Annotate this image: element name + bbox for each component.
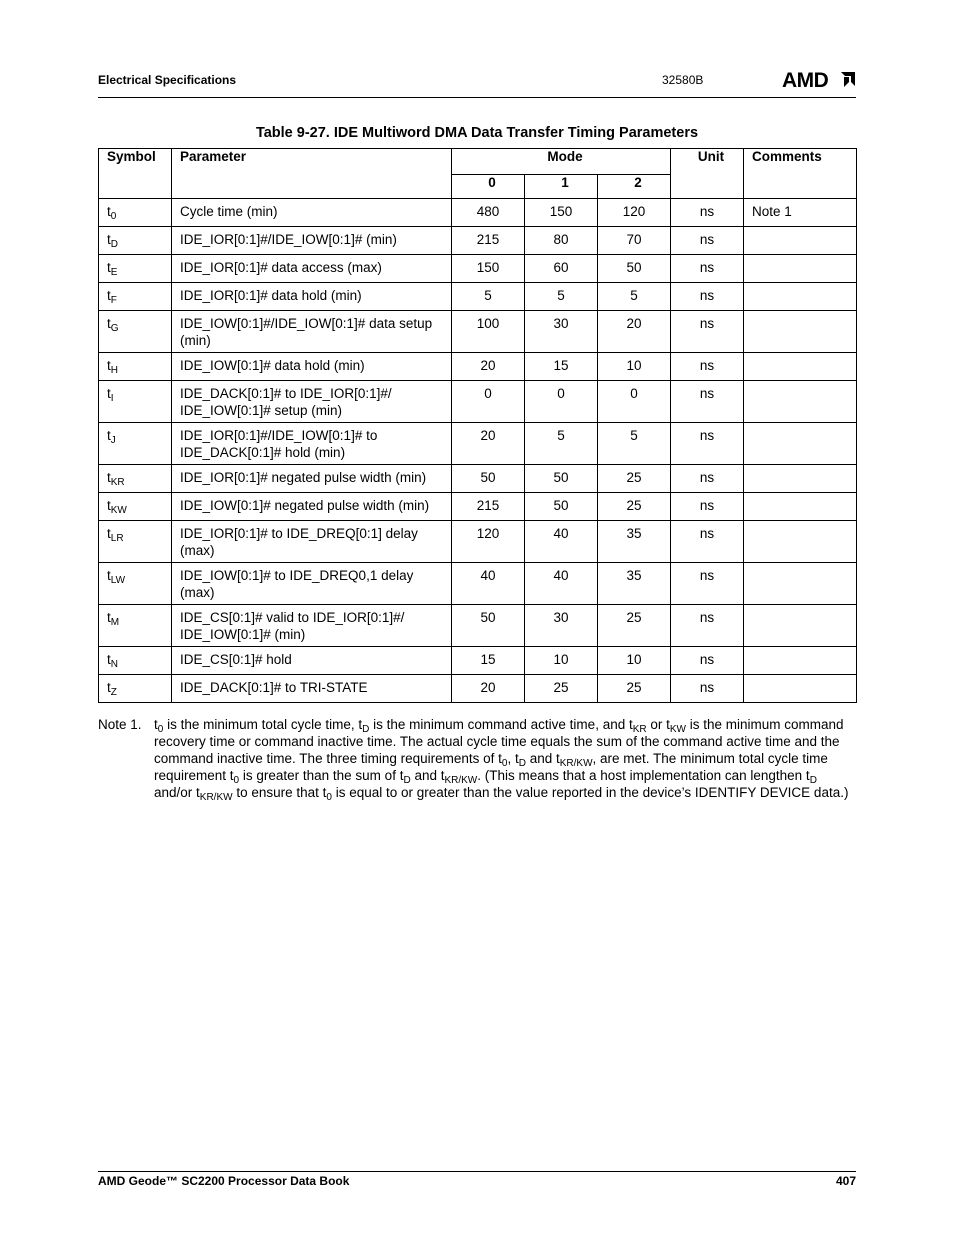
note-subscript: D	[518, 758, 526, 769]
table-row	[99, 381, 857, 423]
symbol-cell	[99, 311, 172, 353]
comment-cell	[744, 423, 857, 465]
mode-0-cell: 100	[452, 311, 525, 353]
symbol-letter: t	[107, 204, 111, 219]
note-text-run: is the minimum command recovery time or command inactive time. The actual cycle time equals the sum of the command active time and the command inactive time. The three timing requirements of t	[154, 717, 844, 766]
page-number: 407	[835, 1174, 856, 1188]
mode-2-header: 2	[598, 175, 671, 199]
footer-book-title: AMD Geode™ SC2200 Processor Data Book	[98, 1174, 350, 1188]
parameter-cell: Cycle time (min)	[172, 199, 452, 227]
parameter-cell: IDE_IOR[0:1]#/IDE_IOW[0:1]# to IDE_DACK[0:1]# hold (min)	[172, 423, 452, 465]
table-body	[99, 199, 857, 703]
note-text-run: is equal to or greater than the value reported in the device’s IDENTIFY DEVICE data.)	[331, 785, 849, 800]
note-subscript: 0	[501, 758, 508, 769]
note-text-run: and/or t	[154, 785, 200, 800]
mode-1-cell: 40	[525, 521, 598, 563]
note-text-run: is the minimum total cycle time, t	[163, 717, 363, 732]
symbol-letter: t	[107, 428, 111, 443]
symbol-subscript: N	[110, 659, 118, 670]
mode-2-cell: 10	[598, 647, 671, 675]
unit-cell: ns	[671, 227, 744, 255]
mode-1-cell: 50	[525, 465, 598, 493]
unit-column-header: Unit	[671, 149, 744, 199]
symbol-subscript: H	[110, 365, 118, 376]
symbol-subscript: KR	[110, 477, 125, 488]
symbol-cell	[99, 493, 172, 521]
mode-0-cell: 120	[452, 521, 525, 563]
mode-0-cell: 215	[452, 493, 525, 521]
mode-0-cell: 480	[452, 199, 525, 227]
comment-cell	[744, 283, 857, 311]
symbol-subscript: LW	[110, 575, 126, 586]
note-subscript: 0	[326, 792, 332, 803]
note-text-run: is the minimum command active time, and t	[369, 717, 633, 732]
mode-1-cell: 0	[525, 381, 598, 423]
mode-0-cell: 20	[452, 423, 525, 465]
parameter-cell: IDE_IOW[0:1]#/IDE_IOW[0:1]# data setup (min)	[172, 311, 452, 353]
symbol-letter: t	[107, 680, 111, 695]
footnote-label: Note 1.	[98, 717, 142, 732]
unit-cell: ns	[671, 465, 744, 493]
symbol-cell	[99, 255, 172, 283]
mode-0-cell: 15	[452, 647, 525, 675]
parameter-cell: IDE_CS[0:1]# hold	[172, 647, 452, 675]
symbol-subscript: KW	[110, 505, 127, 516]
table-row	[99, 465, 857, 493]
mode-1-cell: 60	[525, 255, 598, 283]
mode-1-cell: 15	[525, 353, 598, 381]
symbol-letter: t	[107, 232, 111, 247]
note-text-run: , are met. The minimum total cycle time requirement t	[154, 751, 828, 783]
mode-2-cell: 25	[598, 465, 671, 493]
mode-0-cell: 40	[452, 563, 525, 605]
mode-0-cell: 150	[452, 255, 525, 283]
comment-cell	[744, 353, 857, 381]
parameter-cell: IDE_IOR[0:1]# data hold (min)	[172, 283, 452, 311]
mode-2-cell: 120	[598, 199, 671, 227]
mode-1-cell: 80	[525, 227, 598, 255]
comment-cell	[744, 521, 857, 563]
mode-1-cell: 150	[525, 199, 598, 227]
symbol-subscript: Z	[110, 687, 117, 698]
parameter-cell: IDE_IOR[0:1]# negated pulse width (min)	[172, 465, 452, 493]
note-subscript: KW	[669, 724, 686, 735]
symbol-column-header: Symbol	[99, 149, 172, 199]
mode-0-cell: 0	[452, 381, 525, 423]
note-text-run: and t	[525, 751, 560, 766]
unit-cell: ns	[671, 311, 744, 353]
comment-cell	[744, 605, 857, 647]
symbol-cell	[99, 353, 172, 381]
symbol-letter: t	[107, 652, 111, 667]
mode-2-cell: 25	[598, 605, 671, 647]
symbol-cell	[99, 227, 172, 255]
unit-cell: ns	[671, 647, 744, 675]
table-row	[99, 311, 857, 353]
comment-cell	[744, 675, 857, 703]
footer-rule	[98, 1171, 856, 1172]
unit-cell: ns	[671, 353, 744, 381]
table-title: Table 9-27. IDE Multiword DMA Data Transfer Timing Parameters	[255, 125, 699, 141]
note-text-run: or t	[646, 717, 670, 732]
comment-cell	[744, 227, 857, 255]
comment-cell	[744, 465, 857, 493]
symbol-letter: t	[107, 610, 111, 625]
unit-cell: ns	[671, 199, 744, 227]
note-text-run: is greater than the sum of t	[239, 768, 404, 783]
symbol-letter: t	[107, 498, 111, 513]
symbol-cell	[99, 563, 172, 605]
symbol-cell	[99, 675, 172, 703]
mode-2-cell: 25	[598, 675, 671, 703]
mode-1-cell: 50	[525, 493, 598, 521]
symbol-cell	[99, 381, 172, 423]
symbol-letter: t	[107, 386, 111, 401]
parameter-column-header: Parameter	[172, 149, 452, 199]
symbol-cell	[99, 465, 172, 493]
table-row	[99, 521, 857, 563]
table-row	[99, 675, 857, 703]
unit-cell: ns	[671, 521, 744, 563]
note-subscript: 0	[233, 775, 240, 786]
symbol-subscript: D	[110, 239, 118, 250]
symbol-cell	[99, 647, 172, 675]
comment-cell	[744, 381, 857, 423]
mode-2-cell: 70	[598, 227, 671, 255]
note-text-run: . (This means that a host implementation can lengthen t	[477, 768, 810, 783]
table-row	[99, 227, 857, 255]
symbol-letter: t	[107, 470, 111, 485]
note-subscript: D	[362, 724, 370, 735]
unit-cell: ns	[671, 255, 744, 283]
note-subscript: D	[809, 775, 817, 786]
unit-cell: ns	[671, 605, 744, 647]
unit-cell: ns	[671, 381, 744, 423]
mode-2-cell: 35	[598, 521, 671, 563]
mode-1-cell: 25	[525, 675, 598, 703]
parameter-cell: IDE_CS[0:1]# valid to IDE_IOR[0:1]#/ IDE_IOW[0:1]# (min)	[172, 605, 452, 647]
table-row	[99, 647, 857, 675]
parameter-cell: IDE_IOW[0:1]# negated pulse width (min)	[172, 493, 452, 521]
footnote-text	[154, 716, 856, 801]
symbol-cell	[99, 283, 172, 311]
comment-cell	[744, 255, 857, 283]
mode-0-header: 0	[452, 175, 525, 199]
comment-cell	[744, 311, 857, 353]
note-subscript: 0	[157, 724, 164, 735]
comment-cell: Note 1	[744, 199, 857, 227]
symbol-subscript: J	[110, 435, 116, 446]
mode-0-cell: 20	[452, 675, 525, 703]
symbol-cell	[99, 199, 172, 227]
symbol-subscript: I	[110, 393, 114, 404]
comment-cell	[744, 647, 857, 675]
symbol-letter: t	[107, 358, 111, 373]
note-text-run: and t	[410, 768, 445, 783]
symbol-subscript: E	[110, 267, 118, 278]
table-row	[99, 353, 857, 381]
mode-2-cell: 50	[598, 255, 671, 283]
mode-0-cell: 215	[452, 227, 525, 255]
timing-parameters-table	[98, 148, 857, 703]
symbol-cell	[99, 521, 172, 563]
symbol-letter: t	[107, 526, 111, 541]
parameter-cell: IDE_IOW[0:1]# data hold (min)	[172, 353, 452, 381]
parameter-cell: IDE_DACK[0:1]# to TRI-STATE	[172, 675, 452, 703]
note-subscript: KR/KW	[559, 758, 593, 769]
symbol-letter: t	[107, 568, 111, 583]
symbol-letter: t	[107, 288, 111, 303]
comment-cell	[744, 563, 857, 605]
mode-1-cell: 30	[525, 605, 598, 647]
mode-1-cell: 5	[525, 423, 598, 465]
mode-1-cell: 10	[525, 647, 598, 675]
symbol-cell	[99, 605, 172, 647]
table-row	[99, 283, 857, 311]
table-row	[99, 563, 857, 605]
symbol-subscript: G	[110, 323, 119, 334]
unit-cell: ns	[671, 563, 744, 605]
unit-cell: ns	[671, 283, 744, 311]
note-subscript: KR	[632, 724, 647, 735]
header-document-number: 32580B	[662, 73, 704, 87]
header-section-title: Electrical Specifications	[98, 73, 237, 87]
mode-1-cell: 5	[525, 283, 598, 311]
symbol-cell	[99, 423, 172, 465]
note-subscript: KR/KW	[444, 775, 478, 786]
mode-1-cell: 40	[525, 563, 598, 605]
table-row	[99, 255, 857, 283]
mode-2-cell: 5	[598, 423, 671, 465]
mode-2-cell: 35	[598, 563, 671, 605]
parameter-cell: IDE_IOR[0:1]#/IDE_IOW[0:1]# (min)	[172, 227, 452, 255]
note-text-run: to ensure that t	[232, 785, 327, 800]
header-rule	[98, 97, 856, 98]
comments-column-header: Comments	[744, 149, 857, 199]
note-subscript: KR/KW	[199, 792, 233, 803]
parameter-cell: IDE_DACK[0:1]# to IDE_IOR[0:1]#/ IDE_IOW[0:1]# setup (min)	[172, 381, 452, 423]
note-text-run: , t	[507, 751, 519, 766]
mode-0-cell: 50	[452, 465, 525, 493]
table-row	[99, 493, 857, 521]
symbol-subscript: M	[110, 617, 120, 628]
mode-2-cell: 10	[598, 353, 671, 381]
unit-cell: ns	[671, 423, 744, 465]
amd-logo-icon	[782, 70, 856, 90]
unit-cell: ns	[671, 493, 744, 521]
symbol-letter: t	[107, 316, 111, 331]
mode-1-cell: 30	[525, 311, 598, 353]
mode-0-cell: 5	[452, 283, 525, 311]
symbol-letter: t	[107, 260, 111, 275]
note-subscript: D	[403, 775, 411, 786]
mode-column-header: Mode	[452, 149, 671, 175]
symbol-subscript: LR	[110, 533, 124, 544]
parameter-cell: IDE_IOR[0:1]# to IDE_DREQ[0:1] delay (max)	[172, 521, 452, 563]
mode-0-cell: 50	[452, 605, 525, 647]
parameter-cell: IDE_IOW[0:1]# to IDE_DREQ0,1 delay (max)	[172, 563, 452, 605]
table-row	[99, 605, 857, 647]
table-row	[99, 199, 857, 227]
comment-cell	[744, 493, 857, 521]
mode-1-header: 1	[525, 175, 598, 199]
symbol-subscript: F	[110, 295, 117, 306]
mode-2-cell: 20	[598, 311, 671, 353]
table-row	[99, 423, 857, 465]
mode-2-cell: 0	[598, 381, 671, 423]
parameter-cell: IDE_IOR[0:1]# data access (max)	[172, 255, 452, 283]
note-text-run: t	[154, 717, 158, 732]
mode-0-cell: 20	[452, 353, 525, 381]
mode-2-cell: 25	[598, 493, 671, 521]
svg-text:AMD: AMD	[782, 70, 829, 90]
unit-cell: ns	[671, 675, 744, 703]
mode-2-cell: 5	[598, 283, 671, 311]
symbol-subscript: 0	[110, 211, 117, 222]
page-header	[98, 70, 856, 98]
